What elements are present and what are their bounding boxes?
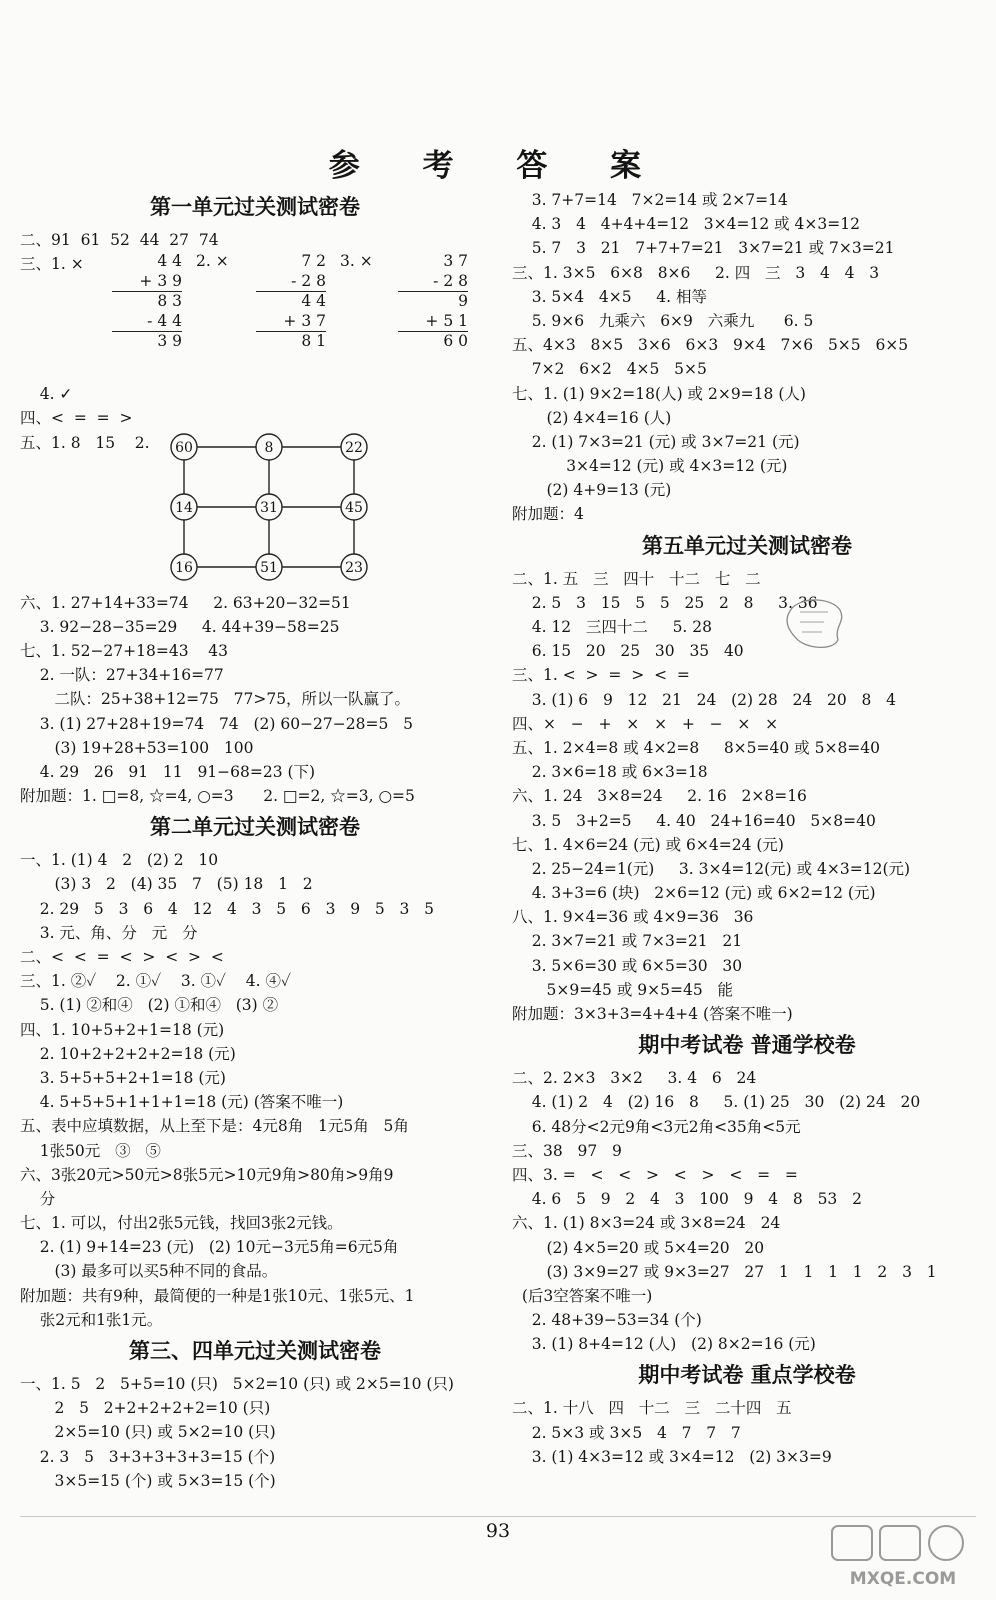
grid-node-value: 8 — [264, 439, 274, 456]
watermark-text: MXQE.COM — [849, 1569, 957, 1589]
calc-row: 3 9 — [157, 332, 182, 351]
section-heading-unit3-4: 第三、四单元过关测试密卷 — [129, 1339, 381, 1363]
answer-line: 2. 5 3 15 5 5 25 2 8 3. 36 — [512, 593, 818, 612]
answer-line: (3) 最多可以买5种不同的食品。 — [20, 1262, 278, 1281]
answer-line: 3. (1) 6 9 12 21 24 (2) 28 24 20 8 4 — [512, 690, 897, 709]
watermark-logo — [828, 1522, 978, 1592]
answer-label: 三、1. × — [20, 255, 84, 274]
answer-line: 二、1. 十八 四 十二 三 二十四 五 — [512, 1399, 792, 1418]
answer-line: 3. (1) 4×3=12 或 3×4=12 (2) 3×3=9 — [512, 1447, 832, 1466]
answer-line: 4. ✓ — [20, 385, 73, 404]
calc-row: - 2 8 — [256, 272, 326, 293]
answer-line: 2. 3×7=21 或 7×3=21 21 — [512, 932, 743, 951]
answer-line: 附加题：共有9种，最简便的一种是1张10元、1张5元、1 — [20, 1286, 415, 1305]
answer-line: 五、1. 8 15 2. — [20, 433, 150, 452]
answer-line: 3. 5×6=30 或 6×5=30 30 — [512, 956, 743, 975]
answer-line: 六、1. (1) 8×3=24 或 3×8=24 24 — [512, 1214, 781, 1233]
vertical-calc-1 — [112, 252, 182, 352]
answer-line: 7×2 6×2 4×5 5×5 — [512, 360, 707, 379]
answer-label: 3. × — [340, 252, 373, 271]
answer-line: 三、1. 3×5 6×8 8×6 2. 四 三 3 4 4 3 — [512, 263, 880, 282]
answer-line: 一、1. (1) 4 2 (2) 2 10 — [20, 851, 219, 870]
answer-line: 2. 48+39−53=34 (个) — [512, 1311, 702, 1330]
answer-line: 5×9=45 或 9×5=45 能 — [512, 980, 733, 999]
answer-line: 4. (1) 2 4 (2) 16 8 5. (1) 25 30 (2) 24 20 — [512, 1093, 921, 1112]
answer-line: 4. 5+5+5+1+1+1=18 (元) (答案不唯一) — [20, 1093, 344, 1112]
grid-node-value: 51 — [260, 559, 278, 576]
answer-line: (3) 3×9=27 或 9×3=27 27 1 1 1 1 2 3 1 — [512, 1262, 937, 1281]
answer-line: 2. (1) 7×3=21 (元) 或 3×7=21 (元) — [512, 432, 800, 451]
answer-line: 二队：25+38+12=75 77>75，所以一队赢了。 — [20, 690, 411, 709]
answer-line: 五、4×3 8×5 3×6 6×3 9×4 7×6 5×5 6×5 — [512, 336, 909, 355]
calc-row: - 2 8 — [398, 272, 468, 293]
answer-line: 六、3张20元>50元>8张5元>10元9角>80角>9角9 — [20, 1165, 394, 1184]
answer-line: 3. 5+5+5+2+1=18 (元) — [20, 1068, 226, 1087]
answer-line: 3. 7+7=14 7×2=14 或 2×7=14 — [512, 191, 788, 209]
section-heading-unit5: 第五单元过关测试密卷 — [642, 533, 852, 558]
number-grid-diagram — [168, 431, 368, 585]
answer-line: 4. 12 三四十二 5. 28 — [512, 618, 713, 636]
answer-line: 四、× − + × × + − × × — [512, 714, 779, 733]
answer-line: (后3空答案不唯一) — [512, 1286, 653, 1305]
answer-line: 六、1. 24 3×8=24 2. 16 2×8=16 — [512, 787, 807, 806]
answer-line: 2 5 2+2+2+2+2=10 (只) — [20, 1399, 271, 1418]
answer-line: (2) 4×5=20 或 5×4=20 20 — [512, 1238, 765, 1257]
answer-line: 二、< < = < > < > < — [20, 948, 224, 966]
calc-row: 4 4 — [157, 252, 182, 271]
grid-node-value: 45 — [345, 499, 363, 516]
answer-line: (2) 4×4=16 (人) — [512, 408, 672, 427]
stamp-mark — [784, 596, 846, 652]
vertical-calculations — [20, 252, 490, 382]
calc-row: + 3 7 — [256, 312, 326, 333]
section-heading-unit2: 第二单元过关测试密卷 — [150, 815, 360, 840]
answer-line: 3. 5 3+2=5 4. 40 24+16=40 5×8=40 — [512, 811, 876, 830]
answer-line: 三、38 97 9 — [512, 1141, 622, 1160]
calc-row: + 5 1 — [398, 312, 468, 333]
answer-line: 3×4=12 (元) 或 4×3=12 (元) — [512, 457, 788, 476]
answer-line: 七、1. 可以，付出2张5元钱，找回3张2元钱。 — [20, 1214, 343, 1233]
grid-node-value: 60 — [175, 439, 193, 456]
answer-line: 6. 15 20 25 30 35 40 — [512, 642, 744, 661]
answer-line: 四、1. 10+5+2+1=18 (元) — [20, 1020, 225, 1039]
footer-rule — [20, 1516, 976, 1517]
answer-line: 3. 5×4 4×5 4. 相等 — [512, 287, 707, 306]
calc-row: 7 2 — [301, 252, 326, 271]
calc-row: 4 4 — [301, 292, 326, 311]
answer-line: 3. 92−28−35=29 4. 44+39−58=25 — [20, 617, 340, 636]
calc-row: 8 3 — [157, 292, 182, 311]
answer-line: 2. 5×3 或 3×5 4 7 7 7 — [512, 1423, 741, 1442]
answer-line: 五、表中应填数据，从上至下是：4元8角 1元5角 5角 — [20, 1117, 409, 1136]
page-title: 参 考 答 案 — [328, 148, 668, 184]
answer-line: 四、< = = > — [20, 409, 133, 428]
answer-line: 七、1. 4×6=24 (元) 或 6×4=24 (元) — [512, 835, 784, 854]
answer-line: 五、1. 2×4=8 或 4×2=8 8×5=40 或 5×8=40 — [512, 738, 881, 757]
calc-row: 9 — [458, 292, 468, 311]
answer-line: 八、1. 9×4=36 或 4×9=36 36 — [512, 908, 754, 927]
answer-line: 七、1. 52−27+18=43 43 — [20, 641, 229, 660]
answer-line: 2. 3 5 3+3+3+3+3=15 (个) — [20, 1447, 276, 1466]
page-number: 93 — [485, 1520, 511, 1542]
answer-line: 2×5=10 (只) 或 5×2=10 (只) — [20, 1423, 276, 1442]
answer-line: (3) 3 2 (4) 35 7 (5) 18 1 2 — [20, 875, 313, 894]
answer-line: 三、1. < > = > < = — [512, 666, 690, 685]
answer-label: 2. × — [196, 252, 229, 271]
answer-line: 四、3. = < < > < > < = = — [512, 1165, 798, 1184]
answer-line: 张2元和1张1元。 — [20, 1310, 163, 1329]
vertical-calc-2 — [256, 252, 326, 352]
answer-line: 2. 29 5 3 6 4 12 4 3 5 6 3 9 5 3 5 — [20, 899, 435, 918]
answer-line: 二、91 61 52 44 27 74 — [20, 231, 219, 249]
answer-line: 5. 7 3 21 7+7+7=21 3×7=21 或 7×3=21 — [512, 239, 895, 258]
answer-line: 一、1. 5 2 5+5=10 (只) 5×2=10 (只) 或 2×5=10 (只) — [20, 1375, 454, 1393]
answer-line: (2) 4+9=13 (元) — [512, 481, 672, 500]
calc-row: + 3 9 — [112, 272, 182, 293]
answer-line: 2. 一队：27+34+16=77 — [20, 666, 224, 685]
answer-line: 6. 48分<2元9角<3元2角<35角<5元 — [512, 1117, 801, 1136]
grid-node-value: 16 — [175, 559, 193, 576]
answer-line: 二、2. 2×3 3×2 3. 4 6 24 — [512, 1069, 757, 1088]
answer-line: 4. 6 5 9 2 4 3 100 9 4 8 53 2 — [512, 1190, 862, 1209]
answer-line: 5. (1) ②和④ (2) ①和④ (3) ② — [20, 996, 279, 1015]
grid-node-value: 23 — [345, 559, 363, 576]
grid-node-value: 14 — [175, 499, 193, 516]
section-heading-unit1: 第一单元过关测试密卷 — [150, 195, 360, 219]
grid-node-value: 22 — [345, 439, 363, 456]
answer-line: 附加题：4 — [512, 505, 584, 524]
grid-node-value: 31 — [260, 499, 278, 516]
answer-line: 二、1. 五 三 四十 十二 七 二 — [512, 569, 761, 588]
section-heading-midterm-regular: 期中考试卷 普通学校卷 — [638, 1033, 856, 1058]
answer-line: 5. 9×6 九乘六 6×9 六乘九 6. 5 — [512, 311, 814, 330]
calc-row: 6 0 — [443, 332, 468, 351]
calc-row: - 4 4 — [112, 312, 182, 333]
answer-line: 4. 3 4 4+4+4=12 3×4=12 或 4×3=12 — [512, 215, 860, 234]
answer-line: 4. 3+3=6 (块) 2×6=12 (元) 或 6×2=12 (元) — [512, 884, 876, 903]
answer-line: 三、1. ②✓ 2. ①✓ 3. ①✓ 4. ④✓ — [20, 972, 291, 991]
calc-row: 8 1 — [301, 332, 326, 351]
answer-line: 2. 3×6=18 或 6×3=18 — [512, 763, 708, 782]
right-column — [512, 188, 982, 1469]
answer-line: 3. (1) 27+28+19=74 74 (2) 60−27−28=5 5 — [20, 714, 413, 733]
answer-line: 3. 元、角、分 元 分 — [20, 923, 198, 942]
answer-line: 附加题：1. □=8, ☆=4, ○=3 2. □=2, ☆=3, ○=5 — [20, 787, 415, 806]
answer-line: 2. 25−24=1(元) 3. 3×4=12(元) 或 4×3=12(元) — [512, 859, 911, 878]
answer-line: 1张50元 ③ ⑤ — [20, 1141, 161, 1160]
left-column — [20, 188, 490, 1493]
answer-line: 六、1. 27+14+33=74 2. 63+20−32=51 — [20, 593, 351, 612]
number-grid-block — [20, 431, 490, 591]
answer-line: (3) 19+28+53=100 100 — [20, 738, 254, 757]
vertical-calc-3 — [398, 252, 468, 352]
answer-line: 4. 29 26 91 11 91−68=23 (下) — [20, 762, 316, 781]
answer-line: 3. (1) 8+4=12 (人) (2) 8×2=16 (元) — [512, 1335, 816, 1354]
section-heading-midterm-key: 期中考试卷 重点学校卷 — [638, 1363, 856, 1388]
answer-line: 七、1. (1) 9×2=18(人) 或 2×9=18 (人) — [512, 384, 806, 403]
answer-line: 附加题：3×3+3=4+4+4 (答案不唯一) — [512, 1005, 793, 1023]
answer-line: 3×5=15 (个) 或 5×3=15 (个) — [20, 1471, 276, 1490]
answer-line: 分 — [20, 1189, 56, 1208]
calc-row: 3 7 — [443, 252, 468, 271]
answer-line: 2. (1) 9+14=23 (元) (2) 10元−3元5角=6元5角 — [20, 1238, 399, 1257]
answer-line: 2. 10+2+2+2+2=18 (元) — [20, 1044, 236, 1063]
